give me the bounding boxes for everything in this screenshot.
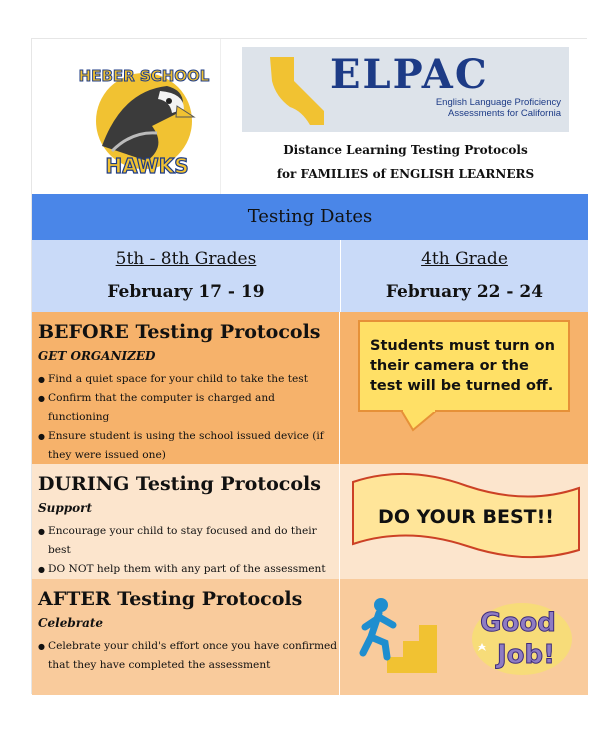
school-logo-bottom-text: HAWKS xyxy=(105,154,189,178)
during-title: DURING Testing Protocols xyxy=(38,473,321,495)
hawks-logo xyxy=(72,51,212,181)
grade-label: 5th - 8th Grades xyxy=(115,249,257,269)
grade-date: February 22 - 24 xyxy=(385,282,544,302)
camera-callout: Students must turn on their camera or the test will be turned off. xyxy=(358,320,570,412)
callout-tail-icon xyxy=(399,410,439,432)
before-subtitle: GET ORGANIZED xyxy=(38,349,156,363)
list-item: ● Find a quiet space for your child to take the test xyxy=(38,370,339,389)
grade-date: February 17 - 19 xyxy=(107,282,265,302)
grade-group-4 xyxy=(341,240,588,312)
grades-row xyxy=(32,240,588,312)
header-line-2: for FAMILIES of ENGLISH LEARNERS xyxy=(276,167,535,181)
before-text xyxy=(32,312,340,464)
school-logo-cell xyxy=(32,39,221,194)
after-title: AFTER Testing Protocols xyxy=(38,588,303,610)
good-job-line1: Good xyxy=(480,608,556,638)
grade-group-5-8 xyxy=(32,240,341,312)
list-item: ● Celebrate your child's effort once you have confirmed xyxy=(38,637,339,656)
list-item: ● Confirm that the computer is charged and functioning xyxy=(38,389,339,427)
before-title: BEFORE Testing Protocols xyxy=(38,321,321,343)
during-section xyxy=(32,464,588,579)
before-section xyxy=(32,312,588,464)
before-graphic xyxy=(341,312,588,464)
testing-dates-heading: Testing Dates xyxy=(32,194,588,240)
stair-climber-icon xyxy=(359,595,439,675)
elpac-subtitle xyxy=(366,97,561,119)
elpac-logo xyxy=(242,47,569,132)
during-text xyxy=(32,464,340,579)
list-item-continuation: they were issued one) xyxy=(48,449,166,461)
header-line-1: Distance Learning Testing Protocols xyxy=(283,143,528,157)
after-text xyxy=(32,579,340,695)
good-job-line2: Job! xyxy=(496,640,556,670)
school-logo-top-text: HEBER SCHOOL xyxy=(78,67,210,85)
good-job-badge xyxy=(466,595,578,681)
elpac-subtitle-line2: Assessments for California xyxy=(448,108,561,119)
flyer xyxy=(31,38,587,694)
grade-label: 4th Grade xyxy=(421,249,508,269)
after-graphic xyxy=(341,579,588,695)
during-subtitle: Support xyxy=(38,501,93,515)
list-item-continuation: that they have completed the assessment xyxy=(48,659,271,671)
flyer-header xyxy=(32,39,588,194)
after-subtitle: Celebrate xyxy=(38,616,104,630)
do-your-best-banner: DO YOUR BEST!! xyxy=(378,506,554,528)
elpac-subtitle-line1: English Language Proficiency xyxy=(435,97,561,108)
after-section xyxy=(32,579,588,695)
list-item: ● Encourage your child to stay focused and do their best xyxy=(38,522,339,560)
during-graphic xyxy=(341,464,588,579)
elpac-title: ELPAC xyxy=(330,51,489,98)
list-item: ● DO NOT help them with any part of the assessment xyxy=(38,560,339,579)
list-item: ● Ensure student is using the school issued device (if xyxy=(38,427,339,446)
